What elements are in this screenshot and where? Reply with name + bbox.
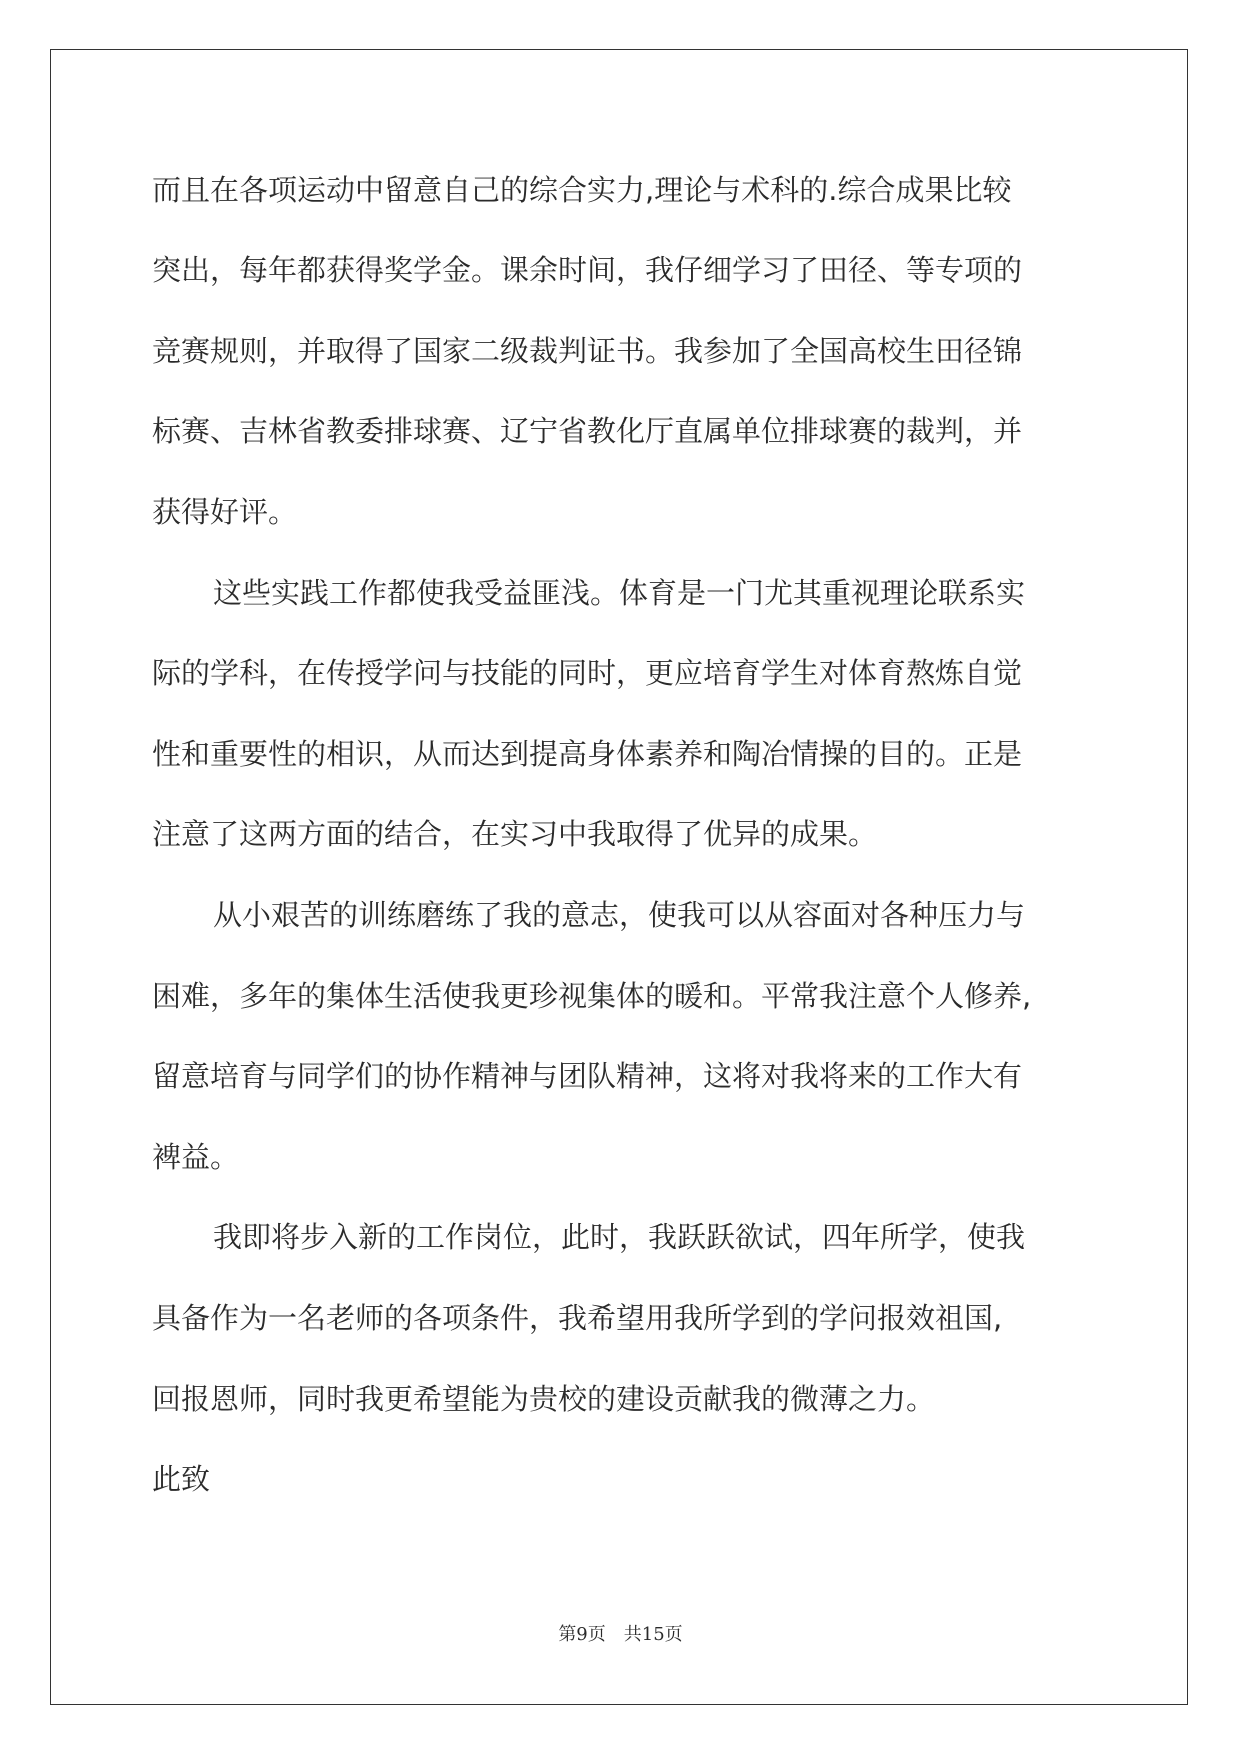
paragraph-line: 留意培育与同学们的协作精神与团队精神，这将对我将来的工作大有 <box>152 1059 1023 1093</box>
page-total: 共15页 <box>623 1624 683 1645</box>
paragraph-line: 突出，每年都获得奖学金。课余时间，我仔细学习了田径、等专项的 <box>152 253 1023 287</box>
paragraph-line: 从小艰苦的训练磨练了我的意志，使我可以从容面对各种压力与 <box>213 898 1026 932</box>
paragraph-line: 性和重要性的相识，从而达到提高身体素养和陶冶情操的目的。正是 <box>152 737 1023 771</box>
page-footer <box>0 1623 1241 1647</box>
paragraph-line: 具备作为一名老师的各项条件，我希望用我所学到的学问报效祖国, <box>152 1301 1003 1335</box>
page-border <box>50 49 1188 1705</box>
paragraph-line: 困难，多年的集体生活使我更珍视集体的暖和。平常我注意个人修养, <box>152 979 1032 1013</box>
paragraph-line: 回报恩师，同时我更希望能为贵校的建设贡献我的微薄之力。 <box>152 1382 936 1416</box>
paragraph-line: 获得好评。 <box>152 495 298 529</box>
paragraph-line: 这些实践工作都使我受益匪浅。体育是一门尤其重视理论联系实 <box>213 576 1026 610</box>
page-number: 第9页 <box>558 1624 606 1645</box>
paragraph-line: 标赛、吉林省教委排球赛、辽宁省教化厅直属单位排球赛的裁判，并 <box>152 414 1023 448</box>
paragraph-line: 而且在各项运动中留意自己的综合实力,理论与术科的.综合成果比较 <box>152 173 1012 207</box>
paragraph-line: 际的学科，在传授学问与技能的同时，更应培育学生对体育熬炼自觉 <box>152 656 1023 690</box>
paragraph-line: 我即将步入新的工作岗位，此时，我跃跃欲试，四年所学，使我 <box>213 1220 1026 1254</box>
closing-salutation: 此致 <box>152 1462 211 1496</box>
paragraph-line: 注意了这两方面的结合，在实习中我取得了优异的成果。 <box>152 817 878 851</box>
paragraph-line: 竞赛规则，并取得了国家二级裁判证书。我参加了全国高校生田径锦 <box>152 334 1023 368</box>
paragraph-line: 裨益。 <box>152 1140 240 1174</box>
